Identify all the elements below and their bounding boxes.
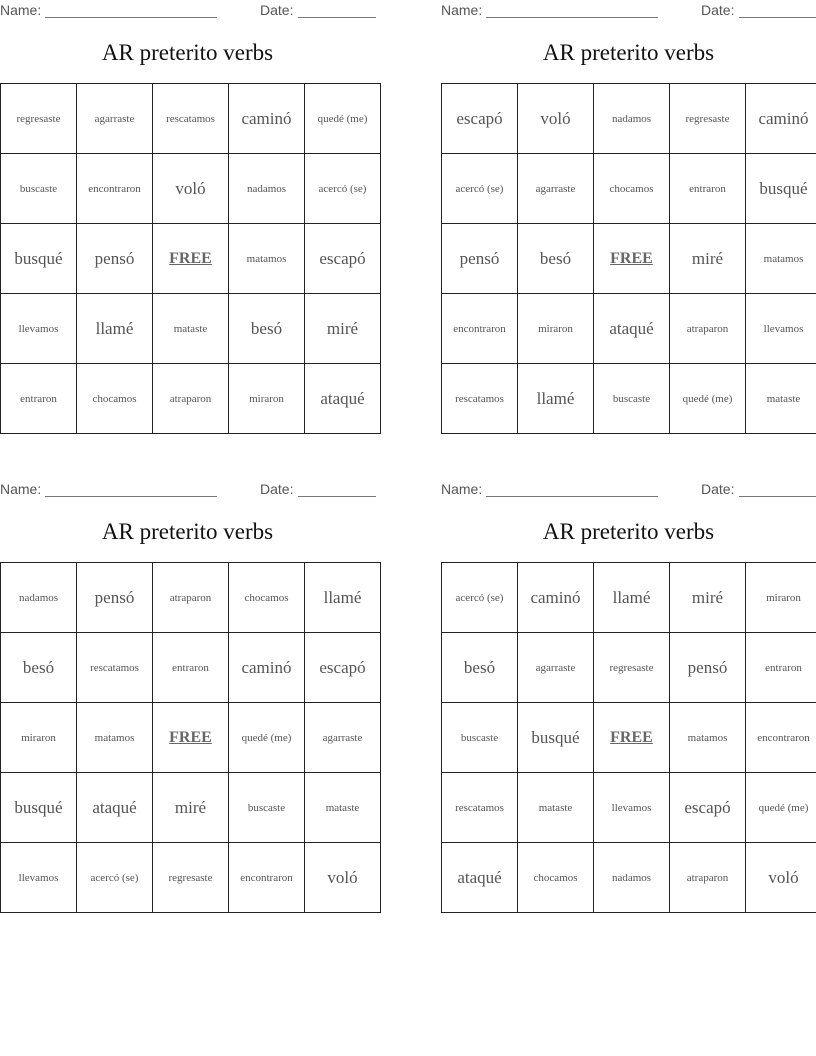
grid-row — [442, 364, 816, 434]
bingo-cell: nadamos — [1, 563, 77, 633]
bingo-cell: acercó (se) — [305, 154, 381, 224]
bingo-cell: atraparon — [670, 843, 746, 913]
bingo-cell: atraparon — [153, 563, 229, 633]
bingo-cell: quedé (me) — [305, 84, 381, 154]
grid-row — [442, 294, 816, 364]
bingo-cell: regresaste — [153, 843, 229, 913]
grid-row — [442, 563, 816, 633]
bingo-cell: ataqué — [594, 294, 670, 364]
bingo-cell: besó — [229, 294, 305, 364]
bingo-cell: quedé (me) — [746, 773, 816, 843]
card-title: AR preterito verbs — [542, 519, 715, 544]
bingo-cell: matamos — [229, 224, 305, 294]
bingo-cell: rescatamos — [77, 633, 153, 703]
bingo-cell: voló — [153, 154, 229, 224]
bingo-cell: regresaste — [594, 633, 670, 703]
bingo-cell: rescatamos — [442, 773, 518, 843]
bingo-cell: llamé — [594, 563, 670, 633]
grid-row — [442, 84, 816, 154]
name-label: Name: — [0, 481, 42, 497]
bingo-cell: encontraron — [77, 154, 153, 224]
bingo-cell: llamé — [518, 364, 594, 434]
date-label: Date: — [701, 481, 735, 497]
bingo-cell: nadamos — [229, 154, 305, 224]
grid-row — [1, 154, 381, 224]
name-blank-line — [45, 17, 217, 18]
bingo-cell: ataqué — [77, 773, 153, 843]
bingo-grid — [441, 562, 816, 913]
bingo-cell: escapó — [305, 224, 381, 294]
bingo-cell: nadamos — [594, 843, 670, 913]
bingo-cell: matamos — [746, 224, 816, 294]
bingo-cell: agarraste — [305, 703, 381, 773]
bingo-cell: besó — [518, 224, 594, 294]
bingo-cell: chocamos — [77, 364, 153, 434]
bingo-card-1 — [0, 0, 375, 440]
bingo-grid — [0, 83, 381, 434]
bingo-cell: entraron — [1, 364, 77, 434]
bingo-cell: agarraste — [77, 84, 153, 154]
bingo-cell: llamé — [305, 563, 381, 633]
bingo-cell: besó — [442, 633, 518, 703]
bingo-cell: chocamos — [518, 843, 594, 913]
card-title: AR preterito verbs — [101, 519, 274, 544]
bingo-cell: pensó — [442, 224, 518, 294]
date-label: Date: — [260, 481, 294, 497]
bingo-cell: miraron — [1, 703, 77, 773]
bingo-cell: caminó — [746, 84, 816, 154]
bingo-cell: mataste — [746, 364, 816, 434]
date-blank-line — [298, 496, 376, 497]
bingo-cell: rescatamos — [153, 84, 229, 154]
bingo-cell: escapó — [442, 84, 518, 154]
name-blank-line — [486, 496, 658, 497]
date-blank-line — [298, 17, 376, 18]
card-title: AR preterito verbs — [101, 40, 274, 65]
bingo-cell: escapó — [305, 633, 381, 703]
bingo-cell: buscaste — [229, 773, 305, 843]
bingo-cell: llevamos — [746, 294, 816, 364]
bingo-cell: agarraste — [518, 633, 594, 703]
bingo-cell: encontraron — [442, 294, 518, 364]
bingo-grid — [441, 83, 816, 434]
grid-row — [1, 224, 381, 294]
bingo-cell: miraron — [518, 294, 594, 364]
bingo-cell: busqué — [746, 154, 816, 224]
grid-row — [1, 294, 381, 364]
name-label: Name: — [441, 2, 483, 18]
bingo-cell: acercó (se) — [442, 154, 518, 224]
bingo-cell: matamos — [77, 703, 153, 773]
bingo-cell: buscaste — [594, 364, 670, 434]
bingo-cell: encontraron — [746, 703, 816, 773]
bingo-cell: busqué — [1, 773, 77, 843]
bingo-cell: regresaste — [670, 84, 746, 154]
bingo-cell: voló — [305, 843, 381, 913]
grid-row — [1, 703, 381, 773]
bingo-cell: atraparon — [670, 294, 746, 364]
date-label: Date: — [701, 2, 735, 18]
bingo-cell: mataste — [518, 773, 594, 843]
date-blank-line — [739, 496, 816, 497]
grid-row — [442, 633, 816, 703]
free-space-cell: FREE — [594, 224, 670, 294]
bingo-cell: quedé (me) — [670, 364, 746, 434]
bingo-cell: caminó — [229, 84, 305, 154]
bingo-cell: nadamos — [594, 84, 670, 154]
bingo-cell: entraron — [670, 154, 746, 224]
bingo-cell: voló — [746, 843, 816, 913]
bingo-cell: acercó (se) — [442, 563, 518, 633]
card-title: AR preterito verbs — [542, 40, 715, 65]
name-blank-line — [486, 17, 658, 18]
bingo-cell: pensó — [77, 224, 153, 294]
bingo-cell: miré — [305, 294, 381, 364]
bingo-cell: busqué — [1, 224, 77, 294]
bingo-cell: agarraste — [518, 154, 594, 224]
card-header — [0, 481, 375, 499]
bingo-cell: buscaste — [442, 703, 518, 773]
grid-row — [1, 843, 381, 913]
card-header — [0, 2, 375, 20]
card-header — [441, 2, 816, 20]
bingo-cell: atraparon — [153, 364, 229, 434]
bingo-cell: ataqué — [442, 843, 518, 913]
date-label: Date: — [260, 2, 294, 18]
grid-row — [1, 84, 381, 154]
bingo-card-4 — [441, 479, 816, 919]
bingo-cell: rescatamos — [442, 364, 518, 434]
bingo-cell: miré — [153, 773, 229, 843]
bingo-cell: entraron — [746, 633, 816, 703]
bingo-cell: escapó — [670, 773, 746, 843]
grid-row — [442, 843, 816, 913]
bingo-cell: llevamos — [1, 843, 77, 913]
grid-row — [1, 364, 381, 434]
bingo-cell: caminó — [518, 563, 594, 633]
bingo-cell: mataste — [305, 773, 381, 843]
bingo-cell: besó — [1, 633, 77, 703]
grid-row — [442, 154, 816, 224]
bingo-cell: llevamos — [594, 773, 670, 843]
bingo-cell: ataqué — [305, 364, 381, 434]
bingo-cell: entraron — [153, 633, 229, 703]
name-label: Name: — [441, 481, 483, 497]
bingo-grid — [0, 562, 381, 913]
bingo-cell: matamos — [670, 703, 746, 773]
bingo-cell: quedé (me) — [229, 703, 305, 773]
bingo-cell: llevamos — [1, 294, 77, 364]
grid-row — [1, 633, 381, 703]
bingo-cell: chocamos — [229, 563, 305, 633]
bingo-cell: regresaste — [1, 84, 77, 154]
bingo-cell: pensó — [670, 633, 746, 703]
bingo-card-2 — [441, 0, 816, 440]
bingo-cell: miraron — [229, 364, 305, 434]
bingo-cell: miraron — [746, 563, 816, 633]
card-header — [441, 481, 816, 499]
bingo-cell: llamé — [77, 294, 153, 364]
free-space-cell: FREE — [594, 703, 670, 773]
name-blank-line — [45, 496, 217, 497]
bingo-cell: miré — [670, 224, 746, 294]
bingo-cell: busqué — [518, 703, 594, 773]
bingo-cell: acercó (se) — [77, 843, 153, 913]
bingo-cell: buscaste — [1, 154, 77, 224]
bingo-cell: caminó — [229, 633, 305, 703]
free-space-cell: FREE — [153, 224, 229, 294]
bingo-cell: chocamos — [594, 154, 670, 224]
bingo-cell: miré — [670, 563, 746, 633]
grid-row — [442, 703, 816, 773]
grid-row — [1, 563, 381, 633]
bingo-cell: mataste — [153, 294, 229, 364]
name-label: Name: — [0, 2, 42, 18]
date-blank-line — [739, 17, 816, 18]
bingo-cell: pensó — [77, 563, 153, 633]
grid-row — [1, 773, 381, 843]
free-space-cell: FREE — [153, 703, 229, 773]
grid-row — [442, 773, 816, 843]
bingo-card-3 — [0, 479, 375, 919]
bingo-cell: encontraron — [229, 843, 305, 913]
grid-row — [442, 224, 816, 294]
bingo-cell: voló — [518, 84, 594, 154]
